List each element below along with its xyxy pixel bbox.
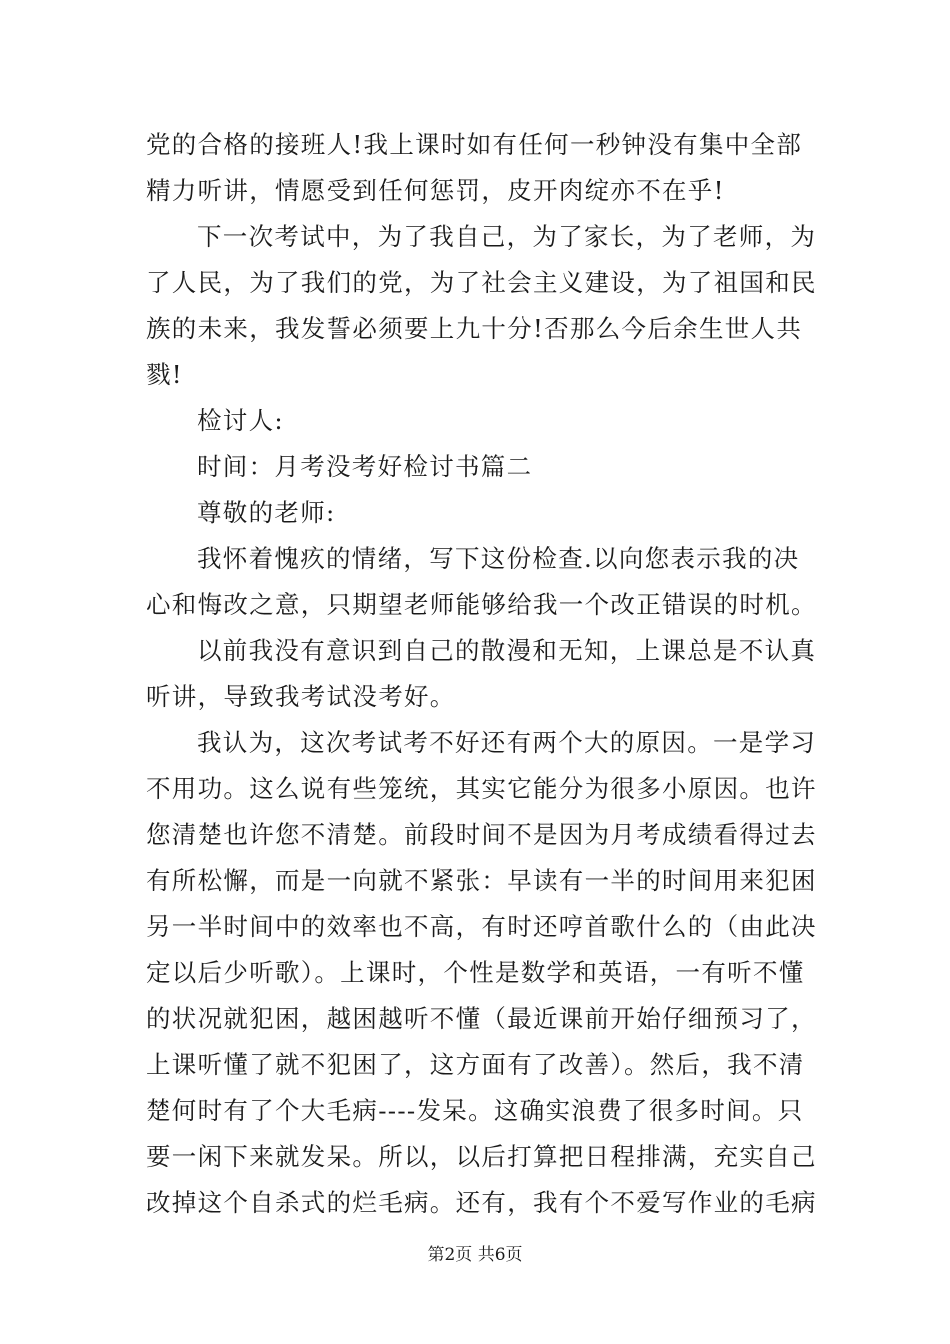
document-body	[146, 122, 816, 1226]
text-line: 的状况就犯困，越困越听不懂（最近课前开始仔细预习了，	[146, 1004, 817, 1033]
salutation: 尊敬的老师:	[197, 498, 336, 527]
text-line: 我认为，这次考试考不好还有两个大的原因。一是学习	[197, 728, 817, 757]
text-line: 戮!	[146, 360, 183, 389]
text-line: 有所松懈，而是一向就不紧张：早读有一半的时间用来犯困	[146, 866, 817, 895]
text-line: 听讲，导致我考试没考好。	[146, 682, 456, 711]
text-line: 楚何时有了个大毛病----发呆。这确实浪费了很多时间。只	[146, 1096, 804, 1125]
page-number-footer: 第2页 共6页	[427, 1245, 523, 1265]
text-line: 上课听懂了就不犯困了，这方面有了改善）。然后，我不清	[146, 1050, 805, 1079]
text-line: 下一次考试中，为了我自己，为了家长，为了老师，为	[197, 222, 817, 251]
text-line: 定以后少听歌）。上课时，个性是数学和英语，一有听不懂	[146, 958, 805, 987]
text-line: 族的未来，我发誓必须要上九十分!否那么今后余生世人共	[146, 314, 803, 343]
text-line: 心和悔改之意，只期望老师能够给我一个改正错误的时机。	[146, 590, 817, 619]
text-line: 党的合格的接班人!我上课时如有任何一秒钟没有集中全部	[146, 130, 803, 159]
signature-label: 检讨人:	[197, 406, 284, 435]
text-line: 改掉这个自杀式的烂毛病。还有，我有个不爱写作业的毛病	[146, 1188, 817, 1217]
text-line: 要一闲下来就发呆。所以，以后打算把日程排满，充实自己	[146, 1142, 817, 1171]
text-line: 精力听讲，情愿受到任何惩罚，皮开肉绽亦不在乎!	[146, 176, 725, 205]
text-line: 不用功。这么说有些笼统，其实它能分为很多小原因。也许	[146, 774, 817, 803]
text-line: 我怀着愧疚的情绪，写下这份检查.以向您表示我的决	[197, 544, 800, 573]
section-heading: 时间：月考没考好检讨书篇二	[197, 452, 533, 481]
text-line: 以前我没有意识到自己的散漫和无知，上课总是不认真	[197, 636, 817, 665]
text-line: 您清楚也许您不清楚。前段时间不是因为月考成绩看得过去	[146, 820, 817, 849]
text-line: 了人民，为了我们的党，为了社会主义建设，为了祖国和民	[146, 268, 817, 297]
text-line: 另一半时间中的效率也不高，有时还哼首歌什么的（由此决	[146, 912, 817, 941]
